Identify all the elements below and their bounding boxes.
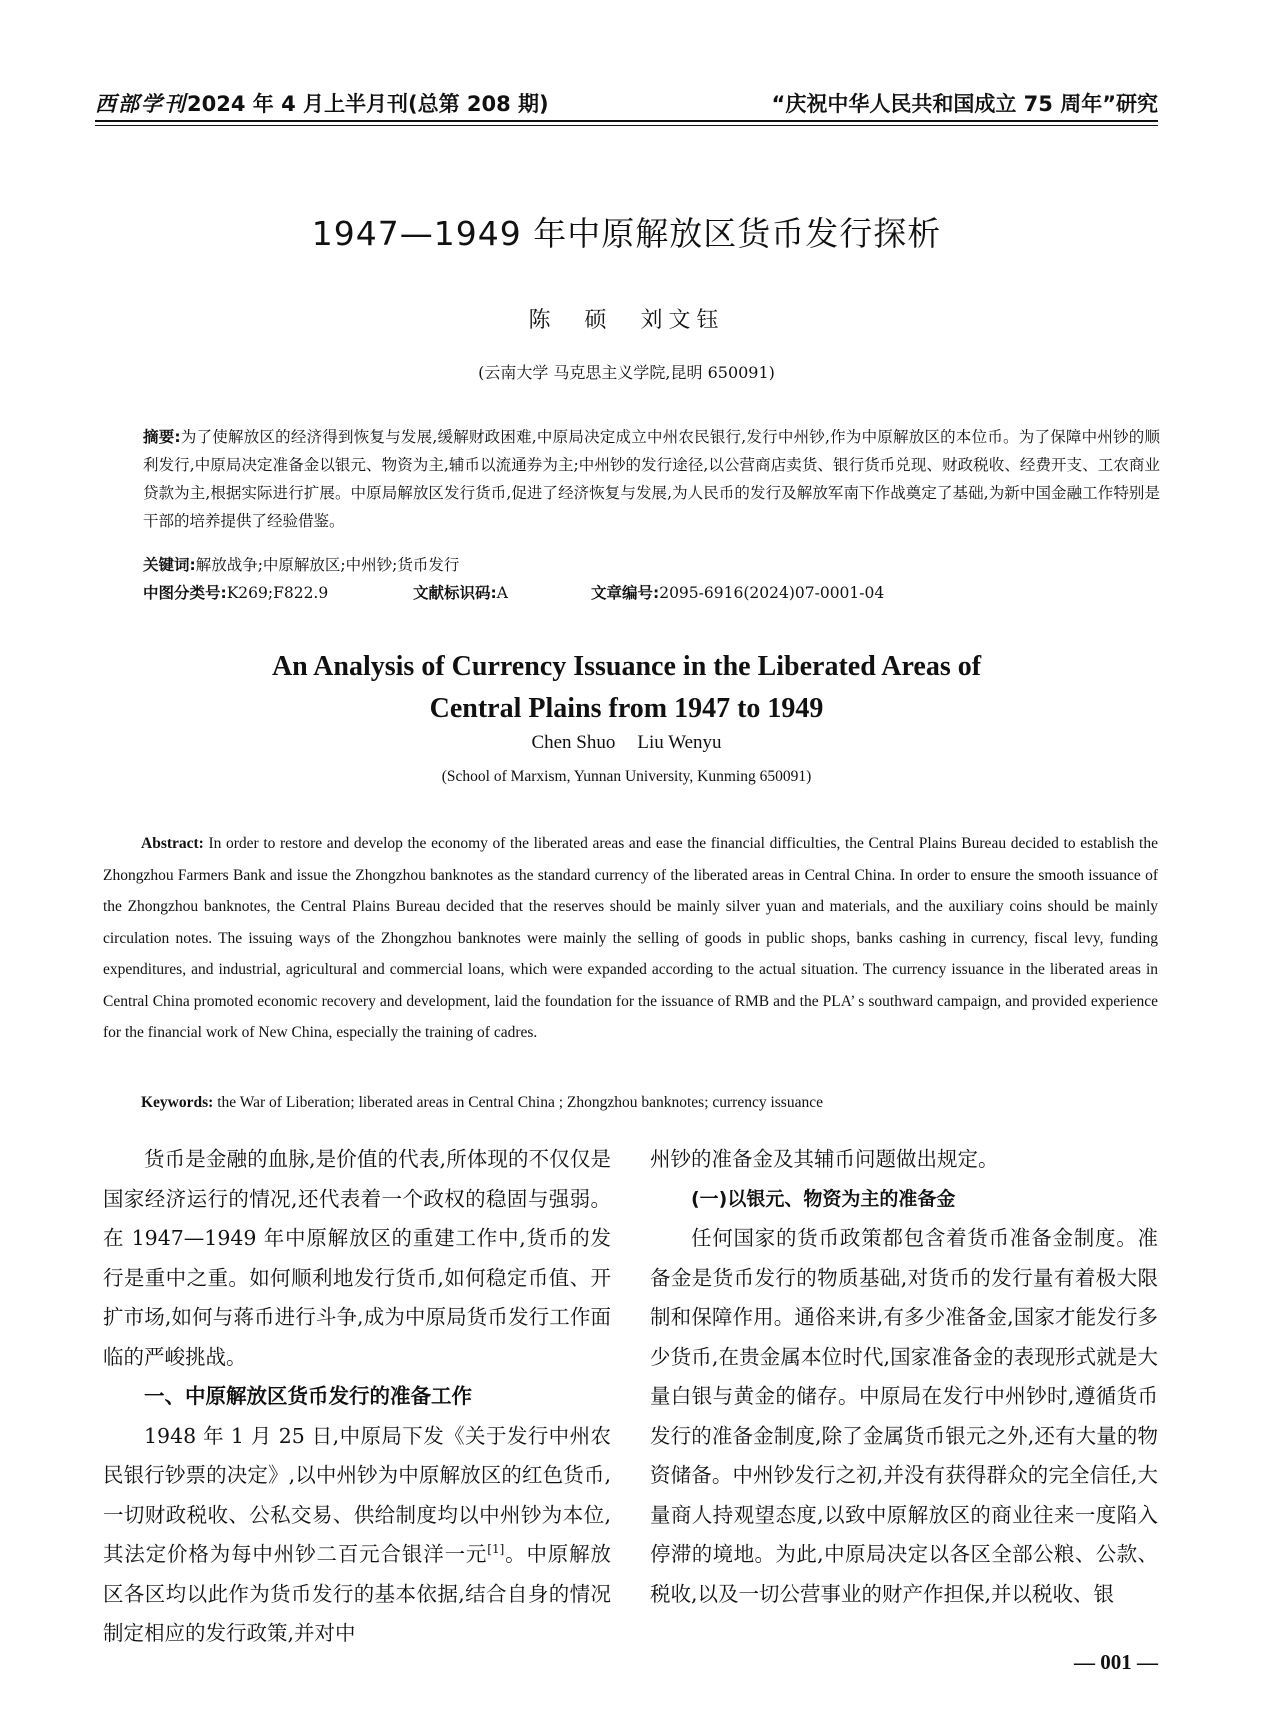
english-authors (95, 732, 1158, 754)
body-paragraph: 任何国家的货币政策都包含着货币准备金制度。准备金是货币发行的物质基础,对货币的发行量有着极大限制和保障作用。通俗来讲,有多少准备金,国家才能发行多少货币,在贵金属本位时代,国家准备金的表现形式就是大量白银与黄金的储存。中原局在发行中州钞时,遵循货币发行的准备金制度,除了金属货币银元之外,还有大量的物资储备。中州钞发行之初,并没有获得群众的完全信任,大量商人持观望态度,以致中原解放区的商业往来一度陷入停滞的境地。为此,中原局决定以各区全部公粮、公款、税收,以及一切公营事业的财产作担保,并以税收、银 (650, 1226, 1158, 1606)
affiliation: (云南大学 马克思主义学院,昆明 650091) (478, 363, 775, 382)
english-keywords (141, 1087, 1158, 1119)
clc-number (143, 584, 328, 602)
english-author-2: Liu Wenyu (637, 732, 722, 753)
abstract-text: 为了使解放区的经济得到恢复与发展,缓解财政困难,中原局决定成立中州农民银行,发行中州钞,作为中原解放区的本位币。为了保障中州钞的顺利发行,中原局决定准备金以银元、物资为主,辅币以流通券为主;中州钞的发行途径,以公营商店卖货、银行货币兑现、财政税收、经费开支、工农商业贷款为主,根据实际进行扩展。中原局解放区发行货币,促进了经济恢复与发展,为人民币的发行及解放军南下作战奠定了基础,为新中国金融工作特别是干部的培养提供了经验借鉴。 (143, 428, 1160, 530)
body-paragraph: 货币是金融的血脉,是价值的代表,所体现的不仅仅是国家经济运行的情况,还代表着一个政权的稳固与强弱。在 1947—1949 年中原解放区的重建工作中,货币的发行是重中之重。如何顺利地发行货币,如何稳定币值、开扩市场,如何与蒋币进行斗争,成为中原局货币发行工作面临的严峻挑战。 (103, 1147, 611, 1369)
body-paragraph: 州钞的准备金及其辅币问题做出规定。 (650, 1147, 999, 1171)
body-paragraph (103, 1417, 611, 1654)
page-number: — 001 — (1074, 1650, 1158, 1674)
column-name: “庆祝中华人民共和国成立 75 周年”研究 (771, 92, 1158, 116)
body-column-left (103, 1140, 611, 1654)
doc-value: A (496, 584, 508, 602)
english-author-1: Chen Shuo (531, 732, 616, 753)
section-heading: 一、中原解放区货币发行的准备工作 (144, 1384, 472, 1408)
article-number (591, 579, 884, 607)
article-label: 文章编号: (591, 584, 660, 602)
abstract-label: 摘要: (143, 428, 181, 446)
article-value: 2095-6916(2024)07-0001-04 (659, 584, 885, 602)
body-column-right (650, 1140, 1158, 1614)
running-header (95, 82, 1158, 122)
english-title-line2: Central Plains from 1947 to 1949 (429, 693, 824, 724)
english-keywords-text: the War of Liberation; liberated areas in Central China ; Zhongzhou banknotes; currency issuance (217, 1094, 823, 1111)
keywords-label: 关键词: (143, 556, 196, 574)
english-abstract-text: In order to restore and develop the economy of the liberated areas and ease the financial difficulties, the Central Plains Bureau decided to establish the Zhongzhou Farmers Bank and issue the Zhongzhou banknotes as the standard currency of the liberated areas in Central China. In order to ensure the smooth issuance of the Zhongzhou banknotes, the Central Plains Bureau decided that the reserves should be mainly silver yuan and materials, and the auxiliary coins should be mainly circulation notes. The issuing ways of the Zhongzhou banknotes were mainly the selling of goods in public shops, banks cashing in currency, fiscal levy, funding expenditures, and industrial, agricultural and commercial loans, which were expanded according to the actual situation. The currency issuance in the liberated areas in Central China promoted economic recovery and development, laid the foundation for the issuance of RMB and the PLA’ s southward campaign, and provided experience for the financial work of New China, especially the training of cadres. (103, 835, 1158, 1041)
english-abstract (103, 828, 1158, 1049)
english-affiliation: (School of Marxism, Yunnan University, Kunming 650091) (441, 768, 812, 785)
article-title: 1947—1949 年中原解放区货币发行探析 (311, 214, 942, 253)
english-keywords-label: Keywords: (141, 1094, 214, 1111)
chinese-abstract (143, 423, 1160, 535)
chinese-keywords (143, 551, 1160, 579)
citation-ref: [1] (487, 1542, 505, 1557)
english-abstract-label: Abstract: (141, 835, 204, 852)
header-left (95, 88, 549, 118)
document-code (413, 579, 508, 607)
classification-info (143, 579, 1160, 607)
header-rule-thin (95, 125, 1158, 126)
clc-value: K269;F822.9 (226, 584, 329, 602)
issue-info: 2024 年 4 月上半月刊(总第 208 期) (187, 92, 549, 116)
doc-label: 文献标识码: (413, 584, 497, 602)
paragraph-text: 。中原解放区各区均以此作为货币发行的基本依据,结合自身的情况制定相应的发行政策,并对中 (103, 1542, 612, 1645)
english-title (95, 646, 1158, 730)
clc-label: 中图分类号: (143, 584, 227, 602)
authors: 陈 硕 刘文钰 (528, 308, 725, 333)
keywords-text: 解放战争;中原解放区;中州钞;货币发行 (195, 556, 460, 574)
subsection-heading: (一)以银元、物资为主的准备金 (691, 1187, 956, 1210)
journal-logo: 西部学刊 (95, 91, 187, 116)
paragraph-text: 1948 年 1 月 25 日,中原局下发《关于发行中州农民银行钞票的决定》,以中州钞为中原解放区的红色货币,一切财政税收、公私交易、供给制度均以中州钞为本位,其法定价格为每中州钞二百元合银洋一元 (103, 1423, 611, 1566)
english-title-line1: An Analysis of Currency Issuance in the Liberated Areas of (271, 651, 982, 682)
header-rule (95, 120, 1158, 122)
